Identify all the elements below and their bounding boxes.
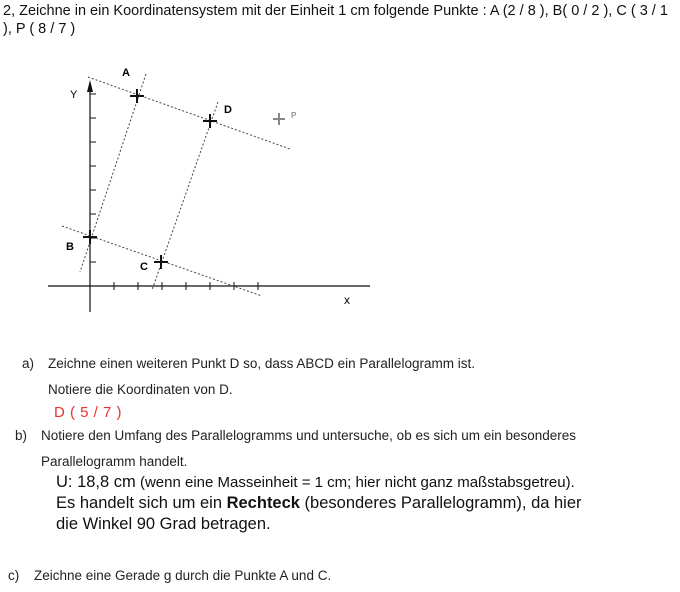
part-b-letter: b) xyxy=(15,428,28,443)
part-b-line1: Notiere den Umfang des Parallelogramms und untersuche, ob es sich um ein besonderes xyxy=(41,428,577,443)
line-a-d xyxy=(88,77,290,149)
part-a-line1: Zeichne einen weiteren Punkt D so, dass ABCD ein Parallelogramm ist. xyxy=(48,356,475,371)
point-b-marker xyxy=(83,230,97,244)
part-c-letter: c) xyxy=(8,568,20,583)
part-b-answer-line1 xyxy=(56,472,672,493)
point-d-marker xyxy=(203,114,217,128)
point-a-marker xyxy=(130,89,144,103)
part-a-answer: D ( 5 / 7 ) xyxy=(54,404,123,421)
point-d-label: D xyxy=(224,104,232,116)
point-a-label: A xyxy=(122,67,130,79)
task-statement: 2, Zeichne in ein Koordinatensystem mit der Einheit 1 cm folgende Punkte : A (2 / 8 ), B( 0 / 2 ), C ( 3 / 1 ), P ( 8 / 7 ) xyxy=(3,3,668,37)
part-b-answer xyxy=(56,472,672,535)
answer-text-a: Es handelt sich um ein xyxy=(56,494,227,512)
y-axis-label: Y xyxy=(70,89,78,101)
part-b-answer-line3: die Winkel 90 Grad betragen. xyxy=(56,515,271,533)
point-p-label: P xyxy=(291,111,297,120)
part-b-answer-line2 xyxy=(56,493,672,514)
part-a-question xyxy=(22,356,475,371)
x-axis-label: x xyxy=(344,293,350,307)
point-p-marker xyxy=(273,113,285,125)
answer-rechteck: Rechteck xyxy=(226,494,300,512)
part-c-text: Zeichne eine Gerade g durch die Punkte A und C. xyxy=(34,568,332,583)
point-b-label: B xyxy=(66,241,74,253)
part-b-question xyxy=(15,428,576,443)
answer-u-value: U: 18,8 cm xyxy=(56,473,136,491)
part-c-question xyxy=(8,568,331,583)
y-axis-arrow xyxy=(87,80,93,92)
answer-text-b: (besonderes Parallelogramm), da hier xyxy=(299,494,582,512)
part-a-letter: a) xyxy=(22,356,35,371)
point-c-marker xyxy=(154,255,168,269)
answer-u-note: (wenn eine Masseinheit = 1 cm; hier nicht ganz maßstabsgetreu). xyxy=(135,474,575,491)
part-a-line2: Notiere die Koordinaten von D. xyxy=(48,382,233,397)
axis-ticks xyxy=(90,94,258,290)
point-c-label: C xyxy=(140,261,148,273)
part-b-line2: Parallelogramm handelt. xyxy=(41,454,188,469)
